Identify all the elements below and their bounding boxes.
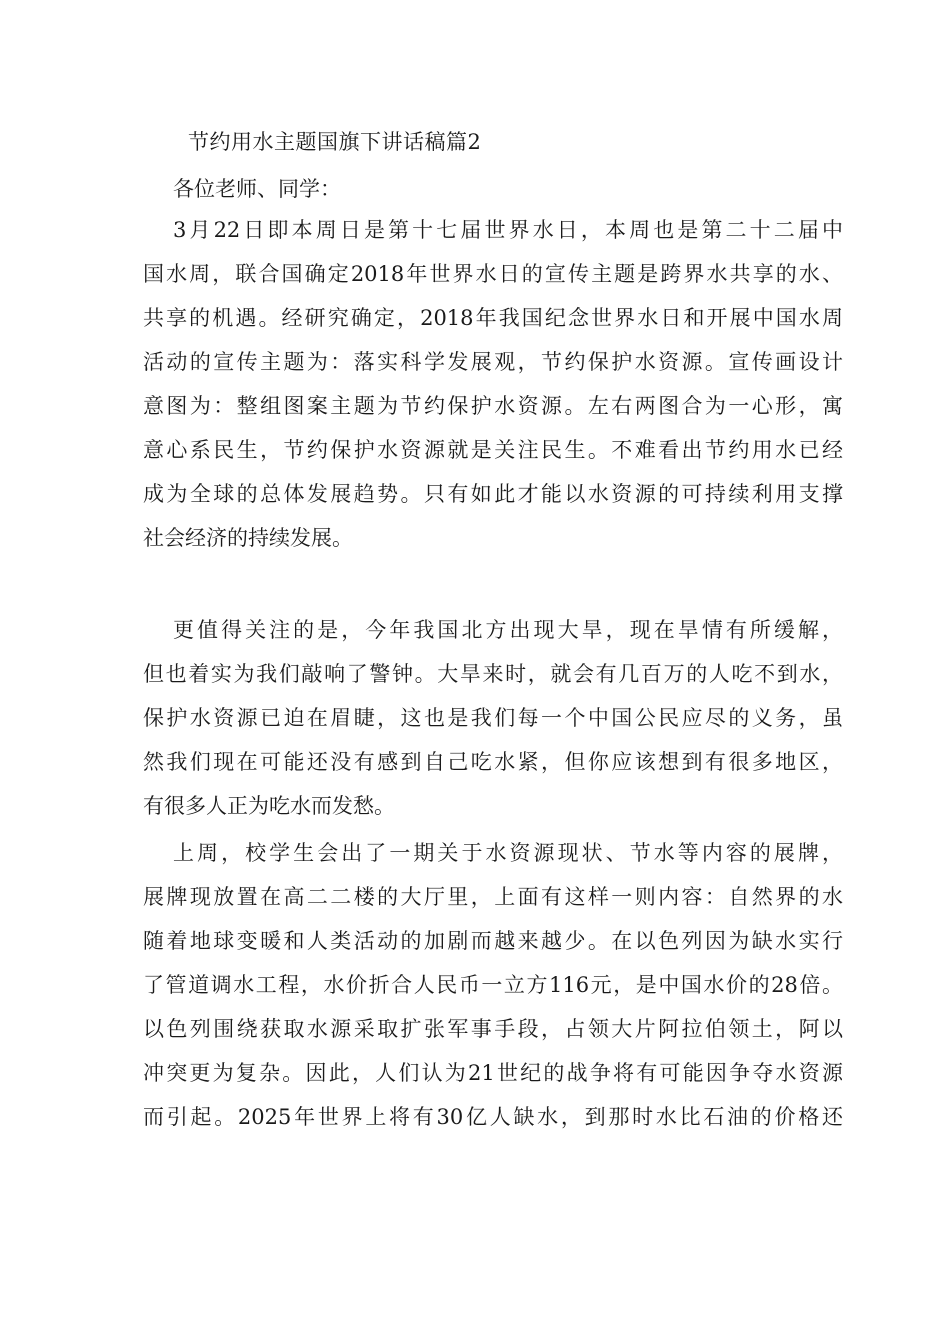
paragraph-line: 了管道调水工程，水价折合人民币一立方116元，是中国水价的28倍。: [143, 973, 843, 997]
paragraph-line: 国水周，联合国确定2018年世界水日的宣传主题是跨界水共享的水、: [143, 262, 843, 286]
paragraph-line: 意图为：整组图案主题为节约保护水资源。左右两图合为一心形，寓: [143, 394, 843, 418]
paragraph-line: 但也着实为我们敲响了警钟。大旱来时，就会有几百万的人吃不到水，: [143, 662, 843, 686]
paragraph-line: 更值得关注的是，今年我国北方出现大旱，现在旱情有所缓解，: [173, 618, 843, 642]
document-title: 节约用水主题国旗下讲话稿篇2: [188, 130, 482, 154]
paragraph-line: 然我们现在可能还没有感到自己吃水紧，但你应该想到有很多地区，: [143, 750, 843, 774]
paragraph-line: 成为全球的总体发展趋势。只有如此才能以水资源的可持续利用支撑: [143, 482, 843, 506]
paragraph-line: 上周，校学生会出了一期关于水资源现状、节水等内容的展牌，: [173, 841, 843, 865]
paragraph-line: 展牌现放置在高二二楼的大厅里，上面有这样一则内容：自然界的水: [143, 885, 843, 909]
paragraph-line: 冲突更为复杂。因此，人们认为21世纪的战争将有可能因争夺水资源: [143, 1061, 843, 1085]
paragraph-line: 而引起。2025年世界上将有30亿人缺水，到那时水比石油的价格还: [143, 1105, 843, 1129]
paragraph-line: 3月22日即本周日是第十七届世界水日，本周也是第二十二届中: [173, 218, 843, 242]
paragraph-line: 有很多人正为吃水而发愁。: [143, 794, 395, 818]
paragraph-line: 共享的机遇。经研究确定，2018年我国纪念世界水日和开展中国水周: [143, 306, 843, 330]
paragraph-line: 随着地球变暖和人类活动的加剧而越来越少。在以色列因为缺水实行: [143, 929, 843, 953]
paragraph-line: 以色列围绕获取水源采取扩张军事手段，占领大片阿拉伯领土，阿以: [143, 1017, 843, 1041]
greeting: 各位老师、同学：: [173, 177, 341, 201]
paragraph-line: 意心系民生，节约保护水资源就是关注民生。不难看出节约用水已经: [143, 438, 843, 462]
paragraph-1: [143, 208, 843, 560]
paragraph-3: [143, 831, 843, 1139]
paragraph-2: [143, 608, 843, 828]
paragraph-line: 社会经济的持续发展。: [143, 526, 353, 550]
paragraph-line: 保护水资源已迫在眉睫，这也是我们每一个中国公民应尽的义务，虽: [143, 706, 843, 730]
paragraph-line: 活动的宣传主题为：落实科学发展观，节约保护水资源。宣传画设计: [143, 350, 843, 374]
